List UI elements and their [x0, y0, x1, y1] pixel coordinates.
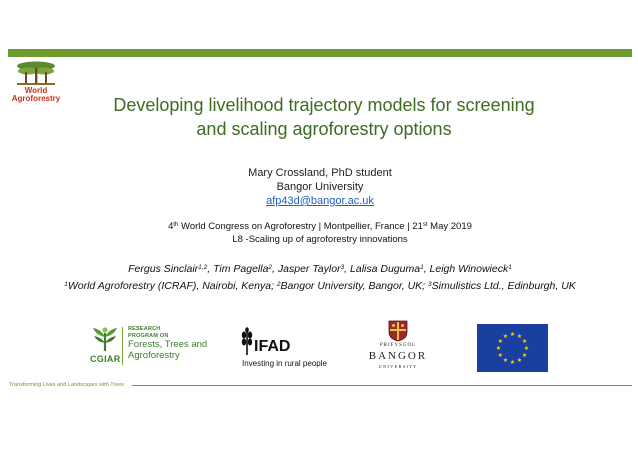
author-name: Jasper Taylor — [277, 263, 341, 275]
author-name: Tim Pagella — [213, 263, 269, 275]
conference-ordinal-suffix: th — [173, 222, 179, 228]
fta-program-line-2: PROGRAM ON — [128, 332, 169, 339]
conference-month-year: May 2019 — [427, 221, 472, 232]
author-affiliation-sup: 3 — [340, 264, 345, 271]
affiliation-name: Simulistics Ltd., Edinburgh, UK — [431, 280, 576, 292]
author-affiliation-sup: 1 — [420, 264, 424, 271]
affiliation-name: World Agroforestry (ICRAF), Nairobi, Kenya; — [67, 280, 277, 292]
presenter-block — [190, 166, 450, 208]
author-name: Leigh Winowieck — [429, 263, 509, 275]
affiliation-name: Bangor University, Bangor, UK; — [280, 280, 429, 292]
presenter-institution: Bangor University — [276, 181, 364, 193]
title-line-2: and scaling agroforestry options — [196, 119, 452, 139]
ifad-wordmark: IFAD — [254, 338, 291, 355]
cgiar-fta-logo — [90, 325, 210, 367]
ifad-logo — [240, 325, 330, 371]
bangor-shield-icon — [387, 320, 409, 342]
eu-star-icon: ★ — [497, 353, 504, 359]
conference-line — [120, 219, 520, 234]
world-agroforestry-logo — [11, 60, 61, 108]
slide-title — [90, 93, 558, 141]
conference-day-suffix: st — [422, 222, 428, 228]
conference-info — [120, 219, 520, 246]
conference-session: L8 -Scaling up of agroforestry innovations — [232, 233, 408, 245]
logo-text-world: World — [24, 86, 48, 95]
header-bar — [8, 49, 632, 57]
contributors-block — [40, 260, 600, 294]
author-name: Lalisa Duguma — [350, 263, 421, 275]
ifad-tagline: Investing in rural people — [242, 359, 327, 368]
eu-star-icon: ★ — [516, 333, 523, 340]
author-separator: , — [423, 263, 430, 275]
author-affiliation-sup: 1 — [508, 264, 512, 271]
eu-star-icon: ★ — [523, 346, 530, 352]
author-separator: , — [344, 263, 351, 275]
eu-star-icon: ★ — [502, 333, 509, 340]
authors-line — [40, 260, 600, 277]
fta-program-name — [128, 339, 207, 361]
eu-star-icon: ★ — [521, 353, 528, 359]
eu-star-icon: ★ — [497, 339, 504, 345]
title-line-1: Developing livelihood trajectory models for screening — [113, 95, 535, 115]
cgiar-wordmark: CGIAR — [90, 354, 121, 364]
logo-text-agroforestry: Agroforestry — [11, 94, 61, 103]
affiliation-sup: 1 — [64, 281, 68, 288]
fta-program-label — [128, 326, 169, 339]
fta-program-name-line-1: Forests, Trees and — [128, 339, 208, 350]
cgiar-leaf-icon — [90, 325, 120, 353]
bangor-bottom-text: UNIVERSITY — [378, 364, 418, 369]
author-separator: , — [272, 263, 278, 275]
affiliation-sup: 2 — [276, 281, 281, 288]
author-affiliation-sup: 1,2 — [198, 264, 208, 271]
conference-congress: World Congress on Agroforestry | Montpellier, France | 21 — [178, 221, 423, 232]
eu-star-icon: ★ — [502, 358, 509, 365]
eu-star-icon: ★ — [495, 346, 502, 352]
eu-star-icon: ★ — [509, 360, 516, 366]
conference-ordinal: 4 — [168, 221, 174, 232]
affiliation-sup: 3 — [428, 281, 432, 288]
fta-program-name-line-2: Agroforestry — [128, 350, 180, 361]
tree-icon — [14, 60, 58, 88]
author-name: Fergus Sinclair — [128, 263, 199, 275]
eu-star-icon: ★ — [509, 332, 516, 338]
footer-tagline: Transforming Lives and Landscapes with Trees — [9, 382, 125, 388]
bangor-university-logo — [364, 320, 432, 374]
eu-star-icon: ★ — [516, 358, 523, 365]
presenter-name: Mary Crossland, PhD student — [248, 167, 392, 179]
affiliations-line — [40, 277, 600, 294]
bangor-name: BANGOR — [368, 350, 428, 362]
presenter-email-link[interactable]: afp43d@bangor.ac.uk — [266, 195, 374, 207]
ifad-wheat-icon — [240, 327, 254, 357]
bangor-top-text: PRIFYSGOL — [379, 343, 417, 348]
author-affiliation-sup: 2 — [268, 264, 273, 271]
footer-rule — [132, 385, 632, 386]
eu-flag — [477, 324, 548, 372]
eu-stars-icon — [477, 324, 548, 372]
author-separator: , — [207, 263, 214, 275]
eu-star-icon: ★ — [521, 339, 528, 345]
fta-program-line-1: RESEARCH — [128, 326, 161, 332]
cgiar-divider — [122, 327, 123, 365]
